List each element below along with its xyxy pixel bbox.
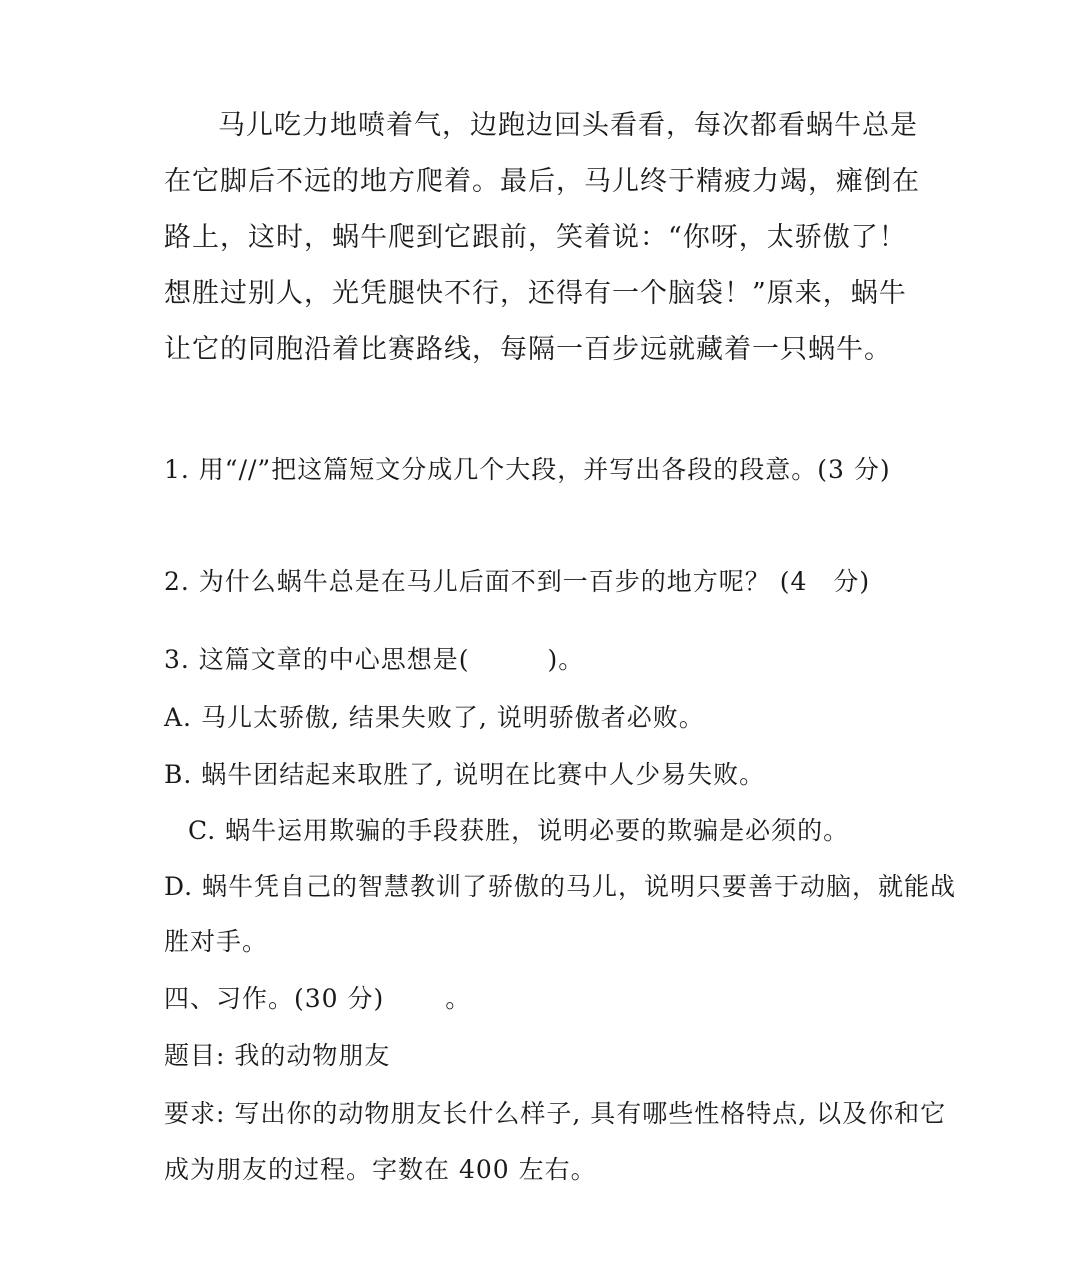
option-b: B. 蜗牛团结起来取胜了, 说明在比赛中人少易失败。 (164, 760, 766, 789)
question-2: 2. 为什么蜗牛总是在马儿后面不到一百步的地方呢？ (4 分) (164, 567, 871, 596)
question-1: 1. 用“//”把这篇短文分成几个大段，并写出各段的段意。(3 分) (164, 455, 891, 484)
question-3: 3. 这篇文章的中心思想是( )。 (164, 645, 585, 674)
composition-requirement-line-1: 要求: 写出你的动物朋友长什么样子, 具有哪些性格特点, 以及你和它 (164, 1099, 947, 1128)
option-c: C. 蜗牛运用欺骗的手段获胜，说明必要的欺骗是必须的。 (188, 816, 850, 845)
composition-topic: 题目: 我的动物朋友 (164, 1041, 391, 1070)
story-paragraph: 马儿吃力地喷着气，边跑边回头看看，每次都看蜗牛总是在它脚后不远的地方爬着。最后，马儿终于精疲力竭，瘫倒在路上，这时，蜗牛爬到它跟前，笑着说：“你呀，太骄傲了！想胜过别人，光凭腿快不行，还得有一个脑袋！”原来，蜗牛让它的同胞沿着比赛路线，每隔一百步远就藏着一只蜗牛。 (164, 110, 920, 365)
option-d-line-1: D. 蜗牛凭自己的智慧教训了骄傲的马儿，说明只要善于动脑，就能战 (164, 872, 957, 901)
composition-heading: 四、习作。(30 分) 。 (164, 984, 472, 1013)
option-a: A. 马儿太骄傲, 结果失败了, 说明骄傲者必败。 (164, 703, 705, 732)
composition-requirement-line-2: 成为朋友的过程。字数在 400 左右。 (164, 1155, 597, 1184)
option-d-line-2: 胜对手。 (164, 927, 269, 956)
